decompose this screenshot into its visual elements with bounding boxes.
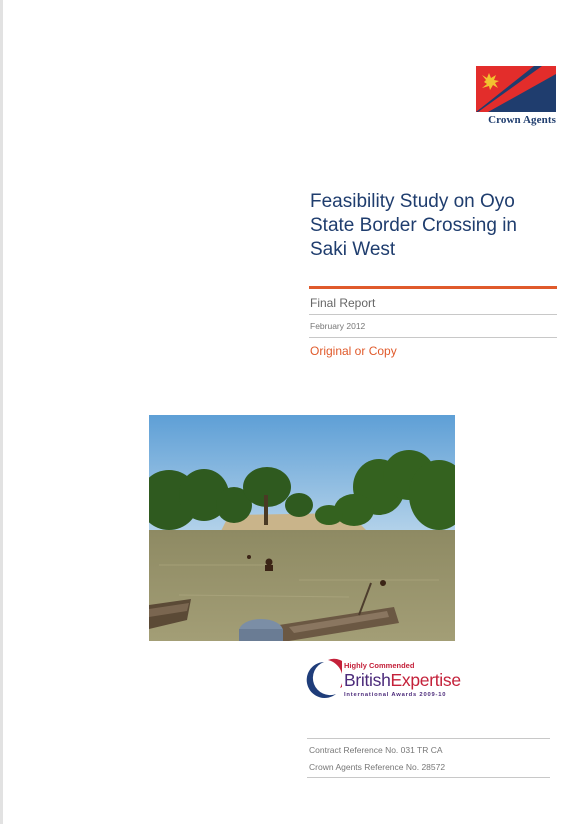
report-type: Final Report [310,296,376,310]
award-subtitle: International Awards 2009-10 [344,692,447,698]
award-commendation: Highly Commended [344,661,415,670]
award-swoosh-icon [306,658,342,704]
page-edge [0,0,3,824]
crown-agents-logo [476,66,556,126]
award-brand-part-2: Expertise [390,670,461,690]
report-date: February 2012 [310,321,366,331]
award-brand-part-1: British [344,670,391,690]
title-divider [309,286,557,289]
crown-agents-emblem-icon [476,66,556,112]
contract-reference: Contract Reference No. 031 TR CA [309,745,443,755]
british-expertise-award [306,658,476,704]
award-brand [344,670,461,691]
title-line-3: Saki West [310,239,396,260]
copy-status: Original or Copy [310,344,397,358]
crown-agents-reference: Crown Agents Reference No. 28572 [309,762,446,772]
title-line-2: State Border Crossing in [310,215,517,236]
divider [307,738,550,739]
logo-wordmark: Crown Agents [488,114,556,126]
divider [307,777,550,778]
title-line-1: Feasibility Study on Oyo [310,191,515,212]
river-crossing-photo [149,415,455,641]
document-title [310,190,560,262]
divider [309,337,557,338]
divider [309,314,557,315]
